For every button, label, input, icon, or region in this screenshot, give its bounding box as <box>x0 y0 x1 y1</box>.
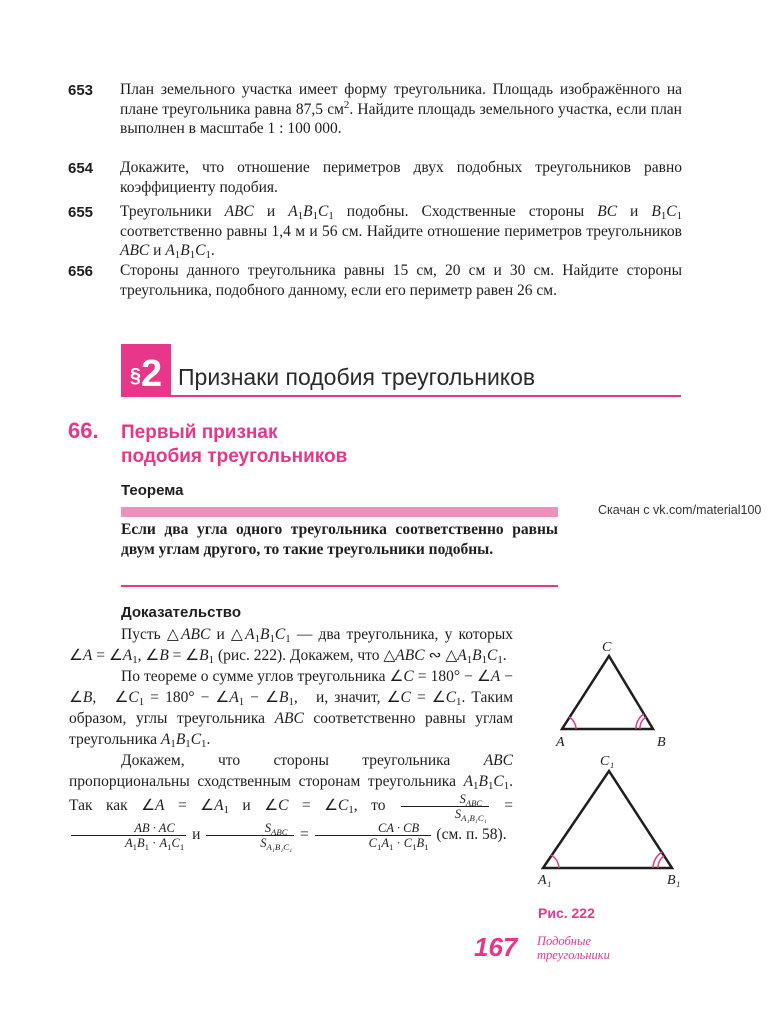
theorem-top-bar <box>121 507 558 517</box>
running-title-line-1: Подобные <box>537 934 592 948</box>
triangle-a1b1c1 <box>543 771 672 868</box>
theorem-bottom-line <box>121 585 558 587</box>
angle-mark-b <box>640 717 646 729</box>
figure-222 <box>536 640 696 900</box>
section-symbol: § <box>129 365 141 387</box>
vertex-label-a1: A₁ <box>538 873 552 888</box>
problem-text: Докажите, что отношение периметров двух подобных треугольников равно коэффициенту подобия. <box>120 159 682 196</box>
point-title <box>121 421 347 469</box>
theorem-label: Теорема <box>121 482 184 499</box>
proof-paragraph-2: По теореме о сумме углов треугольника ∠C = 180° − ∠A − ∠B, $\angle C_1 = 180^\circ$ − $\angle A_1$ − $\angle B_1$, и, значит, ∠C = $\angle C_1$. Таким образом, углы треугольника ABC соответственно равны углам треугольника $A_1B_1C_1$. <box>69 668 514 750</box>
section-number: 2 <box>140 353 163 395</box>
problem-number: 654 <box>68 160 94 177</box>
watermark: Скачан с vk.com/material100 <box>598 503 762 517</box>
point-title-line-2: подобия треугольников <box>121 446 348 467</box>
proof-body <box>69 624 513 850</box>
problem-text: План земельного участка имеет форму треугольника. Площадь изображённого на плане треугольника равна 87,5 $см^2$. Найдите площадь земельного участка, если план выполнен в масштабе 1 : 100 000. <box>120 81 682 137</box>
section-title: Признаки подобия треугольников <box>178 364 536 390</box>
fraction: $\frac{AB \cdot AC}{A_1B_1 \cdot A_1C_1}$ <box>71 821 186 850</box>
fraction: $\frac{S_{ABC}}{S_{A_1B_1C_1}}$ <box>401 792 489 821</box>
figure-caption: Рис. 222 <box>538 905 595 921</box>
vertex-label-c1: C₁ <box>600 754 615 769</box>
vertex-label-b1: B₁ <box>667 873 681 888</box>
angle-mark-b1 <box>658 856 664 868</box>
proof-label: Доказательство <box>121 604 241 621</box>
point-title-line-1: Первый признак <box>121 422 278 443</box>
running-title-line-2: треугольники <box>537 948 610 962</box>
problem-text: Стороны данного треугольника равны 15 см, 20 см и 30 см. Найдите стороны треугольника, подобного данному, если его периметр равен 26 см. <box>120 262 682 299</box>
running-title <box>537 934 610 962</box>
vertex-label-a: A <box>556 735 565 750</box>
problem-number: 655 <box>68 204 94 221</box>
problem-text: Треугольники ABC и $A_1B_1C_1$ подобны. Сходственные стороны BC и $B_1C_1$ соответственно равны 1,4 м и 56 см. Найдите отношение периметров треугольников ABC и $A_1B_1C_1$. <box>120 203 683 261</box>
section-divider <box>121 395 681 397</box>
proof-paragraph-1: Пусть △ABC и $\triangle A_1B_1C_1$ — два треугольника, у которых ∠A = $\angle A_1$, ∠B = $\angle B_1$ (рис. 222). Докажем, что △ABC ∾ $\triangle A_1B_1C_1$. <box>69 626 514 666</box>
angle-mark-a1 <box>551 855 559 868</box>
section-badge <box>121 344 171 396</box>
problem-number: 656 <box>68 263 94 280</box>
proof-paragraph-3: Докажем, что стороны треугольника ABC пропорциональны сходственным сторонам треугольника $A_1B_1C_1$. Так как ∠A = $\angle A_1$ и ∠C = $\angle C_1$, то $\frac{S_{ABC}}{S_{A_1B_1C_1}}$ = $\frac{AB \cdot AC}{A_1B_1 \cdot A_1C_1}$ и $\frac{S_{ABC}}{S_{A_1B_1C_1}}$ = $\frac{CA \cdot CB}{C_1A_1 \cdot C_1B_1}$ (см. п. 58). <box>69 752 514 852</box>
vertex-label-c: C <box>602 640 612 655</box>
problem-number: 653 <box>68 82 94 99</box>
vertex-label-b: B <box>657 735 666 750</box>
fraction: $\frac{S_{ABC}}{S_{A_1B_1C_1}}$ <box>206 821 294 850</box>
theorem-text: Если два угла одного треугольника соответственно равны двум углам другого, то такие треугольники подобны. <box>121 521 558 558</box>
page-number: 167 <box>474 932 518 962</box>
fraction: $\frac{CA \cdot CB}{C_1A_1 \cdot C_1B_1}$ <box>315 821 431 850</box>
point-number: 66. <box>68 418 99 443</box>
